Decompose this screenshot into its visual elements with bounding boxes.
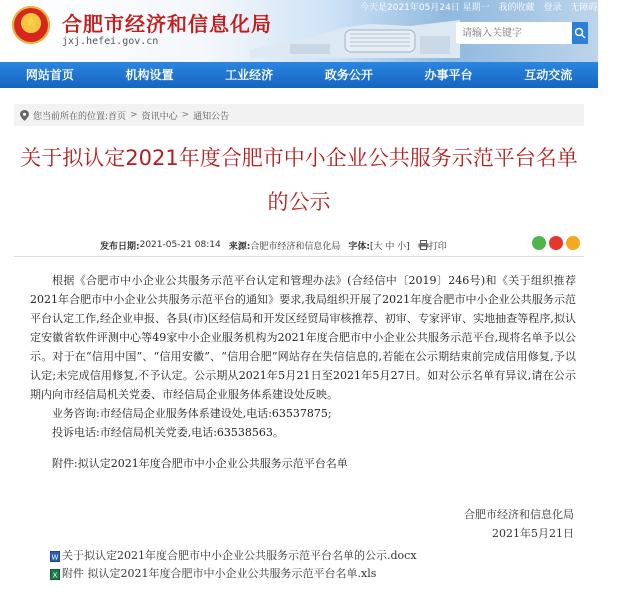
date-text: 今天是2021年05月24日 星期一 xyxy=(360,3,490,13)
excel-file-icon xyxy=(50,569,60,580)
nav-item-home[interactable]: 网站首页 xyxy=(25,68,74,82)
nav-item-government-affairs[interactable]: 政务公开 xyxy=(324,68,373,82)
breadcrumb-separator: > xyxy=(181,110,190,120)
print-link[interactable]: 打印 xyxy=(428,241,447,252)
breadcrumb-separator: > xyxy=(130,110,138,120)
word-file-icon xyxy=(50,551,60,562)
contact-consult: 业务咨询:市经信局企业服务体系建设处,电话:63537875; xyxy=(52,407,332,420)
nav-item-organization[interactable]: 机构设置 xyxy=(125,68,174,82)
attachment-file-name[interactable]: 关于拟认定2021年度合肥市中小企业公共服务示范平台名单的公示.docx xyxy=(62,549,417,562)
signature-date: 2021年5月21日 xyxy=(492,527,574,540)
banner-building-image xyxy=(250,10,460,58)
attachment-list xyxy=(50,547,598,583)
signature-org: 合肥市经济和信息化局 xyxy=(464,508,574,521)
national-emblem-logo: ★ xyxy=(12,6,50,44)
article-title-line1: 关于拟认定2021年度合肥市中小企业公共服务示范平台名单 xyxy=(20,146,578,170)
nav-item-industry[interactable]: 工业经济 xyxy=(225,68,274,82)
topbar-link-favorites[interactable]: 我的收藏 xyxy=(498,3,535,13)
breadcrumb-item-news[interactable]: 资讯中心 xyxy=(141,111,178,122)
printer-icon[interactable] xyxy=(418,240,429,250)
publish-date-value: 2021-05-21 08:14 xyxy=(139,240,221,250)
weibo-share-icon[interactable] xyxy=(549,236,563,250)
font-size-label: 字体: xyxy=(348,241,370,252)
topbar-link-login[interactable]: 登录 xyxy=(543,3,562,13)
search-button[interactable] xyxy=(572,22,588,44)
site-domain: jxj.hefei.gov.cn xyxy=(62,36,159,47)
article-body xyxy=(30,271,576,473)
svg-text:X: X xyxy=(52,571,58,579)
source-value: 合肥市经济和信息化局 xyxy=(250,241,341,252)
article-title xyxy=(14,136,584,224)
article-meta xyxy=(14,234,584,257)
breadcrumb xyxy=(14,104,584,126)
nav-item-services[interactable]: 办事平台 xyxy=(424,68,473,82)
attachment-file-name[interactable]: 附件 拟认定2021年度合肥市中小企业公共服务示范平台名单.xls xyxy=(62,567,377,580)
search-input[interactable] xyxy=(456,23,572,43)
site-header xyxy=(0,0,616,62)
source-label: 来源: xyxy=(228,241,251,252)
svg-text:W: W xyxy=(51,553,59,561)
share-buttons xyxy=(532,236,580,250)
search-icon xyxy=(574,27,586,39)
topbar xyxy=(360,0,621,13)
attachment-note: 附件:拟认定2021年度合肥市中小企业公共服务示范平台名单 xyxy=(52,457,348,470)
main-nav xyxy=(0,62,598,88)
breadcrumb-item-home[interactable]: 首页 xyxy=(108,111,127,122)
article-title-line2: 的公示 xyxy=(267,190,331,214)
location-pin-icon xyxy=(20,110,29,121)
attachment-file[interactable] xyxy=(50,565,598,583)
site-title[interactable]: 合肥市经济和信息化局 xyxy=(62,12,272,36)
wechat-share-icon[interactable] xyxy=(532,236,546,250)
signature-block xyxy=(0,505,574,543)
breadcrumb-item-notices[interactable]: 通知公告 xyxy=(193,111,230,122)
contact-complaint: 投诉电话:市经信局机关党委,电话:63538563。 xyxy=(52,426,284,439)
nav-item-interaction[interactable]: 互动交流 xyxy=(524,68,573,82)
font-size-selector[interactable]: [大 中 小] xyxy=(369,241,410,252)
breadcrumb-label: 您当前所在的位置: xyxy=(33,111,109,122)
topbar-link-accessibility[interactable]: 无障碍阅读 xyxy=(570,3,616,13)
search-box xyxy=(456,22,588,44)
publish-date-label: 发布日期: xyxy=(100,241,140,252)
attachment-file[interactable] xyxy=(50,547,598,565)
article-paragraph: 根据《合肥市中小企业公共服务示范平台认定和管理办法》(合经信中〔2019〕246号)和《关于组织推荐2021年合肥市中小企业公共服务示范平台的通知》要求,我局组织开展了2021年度合肥市中小企业公共服务示范平台认定工作,经企业申报、各县(市)区经信局和开发区经贸局审核推荐、初审、专家评审、实地抽查等程序,拟认定安徽省软件评测中心等49家中小企业服务机构为2021年度合肥市中小企业公共服务示范平台,现将名单予以公示。对于在“信用中国”、“信用安徽”、“信用合肥”网站存在失信信息的,若能在公示期结束前完成信用修复,予以认定;未完成信用修复,不予认定。公示期从2021年5月21日至2021年5月27日。如对公示名单有异议,请在公示期内向市经信局机关党委、市经信局企业服务体系建设处反映。 xyxy=(30,274,576,401)
qzone-share-icon[interactable] xyxy=(566,236,580,250)
